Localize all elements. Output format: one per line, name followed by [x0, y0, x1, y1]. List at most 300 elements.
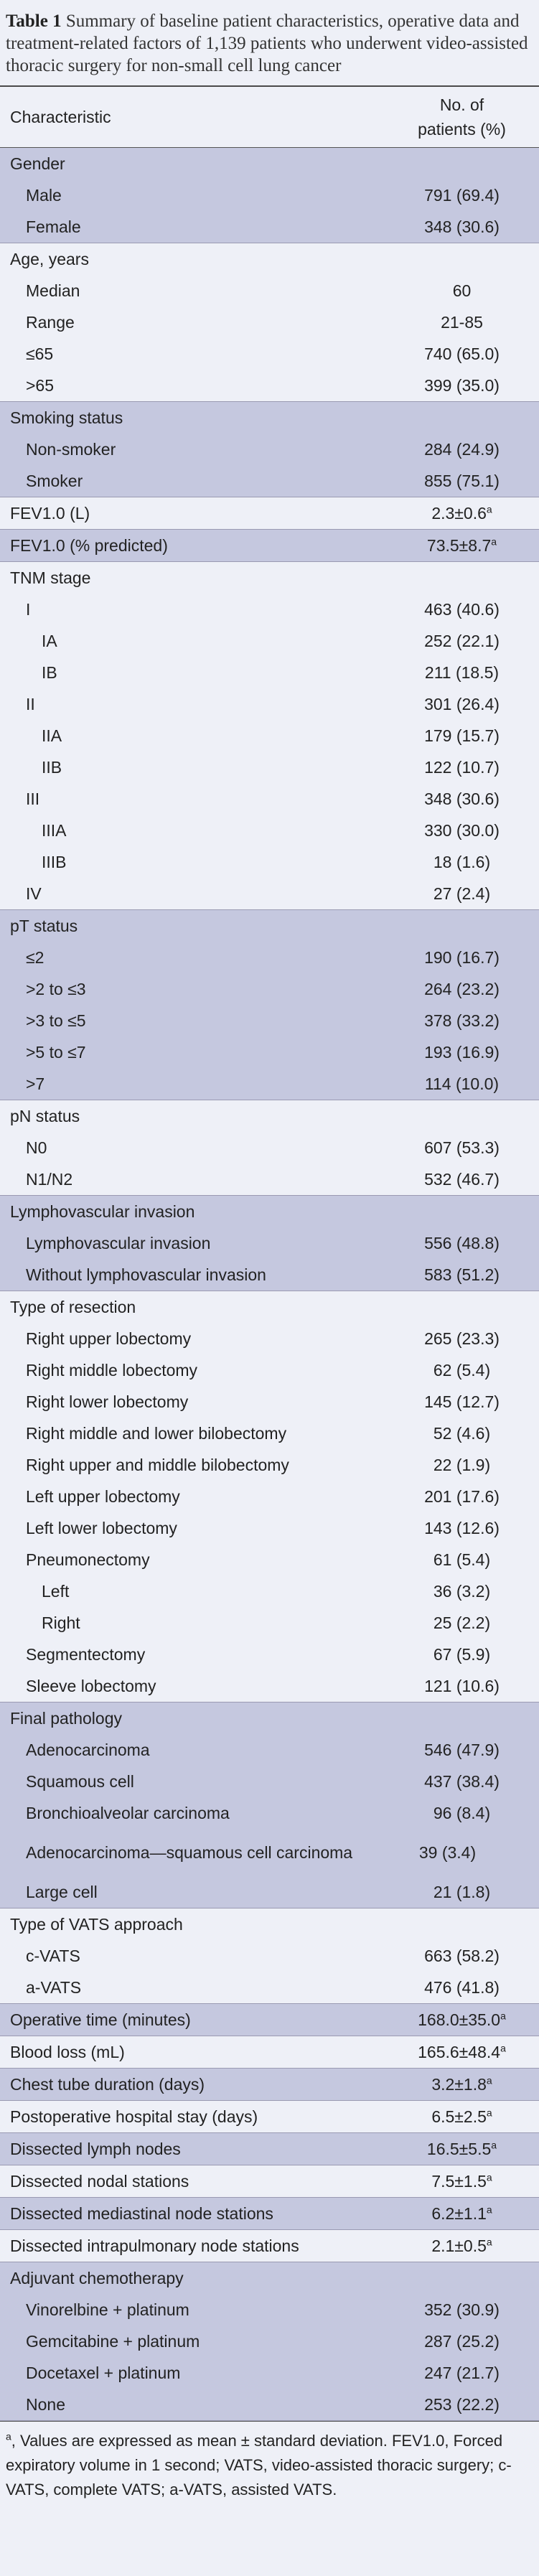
row-label: Female: [26, 217, 81, 236]
table-row: [0, 1036, 539, 1068]
table-group: [0, 402, 539, 497]
row-label: II: [26, 695, 35, 713]
row-label: >5 to ≤7: [26, 1043, 86, 1062]
table-row: [0, 2165, 539, 2197]
row-label: IIB: [42, 758, 62, 777]
table-row: [0, 2326, 539, 2357]
row-label: IIA: [42, 726, 62, 745]
row-label: Bronchioalveolar carcinoma: [26, 1804, 230, 1822]
row-value: [385, 1550, 539, 1570]
row-value: [385, 600, 539, 619]
row-value: [385, 281, 539, 301]
table-row: [0, 594, 539, 625]
table-row: [0, 530, 539, 561]
table-row: [0, 1100, 539, 1132]
table-row: [0, 2389, 539, 2420]
table-row: [0, 1481, 539, 1512]
row-label: Right upper and middle bilobectomy: [26, 1456, 289, 1474]
table-row: [0, 2230, 539, 2262]
table-row: [0, 1639, 539, 1670]
row-label: Age, years: [10, 250, 89, 268]
row-value-text: 7.5±1.5: [431, 2171, 487, 2191]
row-label: ≤2: [26, 948, 44, 967]
row-value-superscript: a: [486, 502, 492, 515]
row-value-text: 6.2±1.1: [431, 2203, 487, 2223]
row-value: [385, 1043, 539, 1062]
row-label: Type of VATS approach: [10, 1915, 183, 1934]
row-label: a-VATS: [26, 1978, 82, 1997]
row-label: Squamous cell: [26, 1772, 134, 1791]
table-row: [0, 1323, 539, 1354]
row-value: [385, 632, 539, 651]
row-label: IB: [42, 663, 57, 682]
column-header-characteristic: Characteristic: [10, 107, 111, 126]
row-label: III: [26, 790, 40, 808]
row-value-text: 463 (40.6): [424, 599, 500, 619]
row-value: [385, 1519, 539, 1538]
row-label: Vinorelbine + platinum: [26, 2300, 189, 2319]
row-value-text: 62 (5.4): [433, 1360, 491, 1380]
row-value-text: 21 (1.8): [433, 1882, 491, 1901]
table-row: [0, 1386, 539, 1418]
footnote-marker: a: [6, 2430, 11, 2442]
table-row: [0, 625, 539, 657]
row-value: [385, 1677, 539, 1696]
table-row: [0, 878, 539, 909]
row-label: IIIB: [42, 853, 67, 871]
table-row: [0, 1227, 539, 1259]
table-header: [0, 87, 539, 147]
row-value-text: 121 (10.6): [424, 1676, 500, 1695]
row-label: Without lymphovascular invasion: [26, 1265, 266, 1284]
row-value-text: 348 (30.6): [424, 789, 500, 808]
row-value-text: 6.5±2.5: [431, 2107, 487, 2126]
table-row: [0, 338, 539, 370]
row-value: [385, 313, 539, 332]
table-group: [0, 497, 539, 530]
table-group: [0, 1702, 539, 1908]
row-label: FEV1.0 (L): [10, 504, 90, 523]
row-label: Type of resection: [10, 1298, 136, 1316]
row-value: [385, 853, 539, 872]
row-label: pT status: [10, 917, 78, 935]
row-value: [385, 2204, 539, 2224]
row-value-text: 193 (16.9): [424, 1042, 500, 1062]
row-value: [385, 1265, 539, 1285]
row-value: [385, 884, 539, 904]
table-row: [0, 910, 539, 942]
table-row: [0, 562, 539, 594]
table-row: [0, 2069, 539, 2100]
table-caption: [0, 0, 539, 85]
row-value: [385, 2140, 539, 2159]
table-row: [0, 1829, 539, 1876]
table-row: [0, 370, 539, 401]
table-row: [0, 306, 539, 338]
row-label: Male: [26, 186, 62, 205]
table-row: [0, 1005, 539, 1036]
table-row: [0, 275, 539, 306]
row-value-text: 378 (33.2): [424, 1011, 500, 1030]
table-row: [0, 2357, 539, 2389]
row-value-text: 546 (47.9): [424, 1740, 500, 1759]
table-group: [0, 2036, 539, 2069]
row-value-text: 22 (1.9): [433, 1455, 491, 1474]
row-value: [385, 2237, 539, 2256]
row-label: N0: [26, 1138, 47, 1157]
table-body: [0, 148, 539, 2421]
table-row: [0, 1607, 539, 1639]
row-value-superscript: a: [491, 2138, 497, 2150]
row-label: Lymphovascular invasion: [10, 1202, 195, 1221]
table-group: [0, 2101, 539, 2133]
table-row: [0, 1512, 539, 1544]
row-value-text: 39 (3.4): [418, 1842, 477, 1862]
table-row: [0, 2133, 539, 2165]
row-label: >65: [26, 376, 55, 395]
table-row: [0, 2198, 539, 2229]
row-value: [385, 758, 539, 777]
row-value-text: 583 (51.2): [424, 1265, 500, 1284]
table-row: [0, 1291, 539, 1323]
table-row: [0, 815, 539, 846]
row-value-text: 145 (12.7): [424, 1392, 500, 1411]
row-value-superscript: a: [500, 2009, 506, 2021]
row-value-superscript: a: [486, 2170, 492, 2183]
row-value-text: 73.5±8.7: [426, 535, 492, 555]
row-value: [385, 2075, 539, 2094]
row-value-text: 168.0±35.0: [418, 2010, 501, 2029]
row-label: Right lower lobectomy: [26, 1392, 189, 1411]
row-value: [385, 726, 539, 746]
row-value: [385, 2107, 539, 2127]
row-label: >2 to ≤3: [26, 980, 86, 998]
row-value-text: 740 (65.0): [424, 344, 500, 363]
table-row: [0, 1575, 539, 1607]
row-value: [385, 663, 539, 683]
row-value-text: 52 (4.6): [433, 1423, 491, 1443]
row-value: [385, 217, 539, 237]
table-row: [0, 1068, 539, 1100]
row-value: [385, 1487, 539, 1507]
row-value-superscript: a: [500, 2041, 506, 2053]
table-row: [0, 1196, 539, 1227]
row-value-text: 663 (58.2): [424, 1946, 500, 1965]
table-row: [0, 1734, 539, 1766]
row-value: [385, 1804, 539, 1823]
row-value: [385, 1582, 539, 1601]
row-value-text: 264 (23.2): [424, 979, 500, 998]
row-label: Segmentectomy: [26, 1645, 146, 1664]
row-value: [385, 948, 539, 968]
table-group: [0, 910, 539, 1100]
row-value-text: 96 (8.4): [433, 1803, 491, 1822]
row-label: Large cell: [26, 1883, 98, 1901]
row-value-text: 165.6±48.4: [418, 2042, 501, 2061]
row-label: Adjuvant chemotherapy: [10, 2269, 184, 2287]
row-label: IIIA: [42, 821, 67, 840]
table-row: [0, 1908, 539, 1940]
row-value-superscript: a: [491, 535, 497, 547]
row-label: Adenocarcinoma—squamous cell carcinoma: [26, 1843, 353, 1862]
row-value-superscript: a: [486, 2235, 492, 2247]
table-group: [0, 562, 539, 910]
row-label: N1/N2: [26, 1170, 73, 1189]
row-value: [385, 2332, 539, 2351]
row-value-text: 399 (35.0): [424, 375, 500, 395]
row-value: [385, 2395, 539, 2415]
row-value-text: 143 (12.6): [424, 1518, 500, 1537]
row-value: [385, 376, 539, 395]
table-row: [0, 243, 539, 275]
row-value-text: 25 (2.2): [433, 1613, 491, 1632]
table-row: [0, 1354, 539, 1386]
row-value-text: 201 (17.6): [424, 1486, 500, 1506]
footnote-text: , Values are expressed as mean ± standard deviation. FEV1.0, Forced expiratory volume in 1 second; VATS, video-assisted thoracic surgery; c-VATS, complete VATS; a-VATS, assisted VATS.: [6, 2432, 512, 2498]
row-label: Lymphovascular invasion: [26, 1234, 211, 1252]
table-row: [0, 1163, 539, 1195]
row-value-text: 287 (25.2): [424, 2331, 500, 2351]
row-value-text: 2.1±0.5: [431, 2236, 487, 2255]
table-row: [0, 720, 539, 751]
row-label: Right middle lobectomy: [26, 1361, 198, 1380]
table-caption-text: Summary of baseline patient characteristics, operative data and treatment-related factors of 1,139 patients who underwent video-assisted thoracic surgery for non-small cell lung cancer: [6, 11, 528, 75]
row-value: [385, 1613, 539, 1633]
table-row: [0, 688, 539, 720]
row-value: [370, 1843, 525, 1863]
row-label: I: [26, 600, 31, 619]
row-value-text: 247 (21.7): [424, 2363, 500, 2382]
row-label: IV: [26, 884, 42, 903]
column-header-patients-line1: No. of: [439, 95, 484, 114]
row-label: Non-smoker: [26, 440, 116, 459]
table-row: [0, 1766, 539, 1797]
row-value: [385, 2010, 539, 2030]
table-group: [0, 2004, 539, 2036]
table-group: [0, 1291, 539, 1702]
row-value: [385, 1074, 539, 1094]
row-value: [385, 821, 539, 840]
row-value-text: 556 (48.8): [424, 1233, 500, 1252]
row-value: [385, 1645, 539, 1664]
row-value-text: 607 (53.3): [424, 1138, 500, 1157]
row-label: TNM stage: [10, 568, 91, 587]
row-value-text: 21-85: [441, 312, 483, 332]
row-label: IA: [42, 632, 57, 650]
row-value-text: 330 (30.0): [424, 820, 500, 840]
table-row: [0, 179, 539, 211]
row-value-text: 61 (5.4): [433, 1550, 491, 1569]
row-label: Final pathology: [10, 1709, 122, 1728]
column-header-patients-line2: patients (%): [418, 120, 506, 139]
row-value-text: 179 (15.7): [424, 726, 500, 745]
table-row: [0, 148, 539, 179]
row-value: [385, 1329, 539, 1349]
row-value: [385, 1170, 539, 1189]
row-value: [385, 980, 539, 999]
table-row: [0, 1544, 539, 1575]
row-label: Left: [42, 1582, 70, 1601]
row-value: [385, 2364, 539, 2383]
row-value-text: 67 (5.9): [433, 1644, 491, 1664]
row-label: Postoperative hospital stay (days): [10, 2107, 258, 2126]
table-row: [0, 1259, 539, 1291]
row-label: Smoking status: [10, 408, 123, 427]
table-row: [0, 211, 539, 243]
row-label: Gemcitabine + platinum: [26, 2332, 200, 2351]
row-label: Right upper lobectomy: [26, 1329, 192, 1348]
row-label: >7: [26, 1074, 45, 1093]
row-value-text: 2.3±0.6: [431, 503, 487, 523]
row-value: [385, 1138, 539, 1158]
row-value: [385, 1392, 539, 1412]
table-group: [0, 1196, 539, 1291]
table-group: [0, 2165, 539, 2198]
row-value-text: 36 (3.2): [433, 1581, 491, 1601]
row-value: [385, 1741, 539, 1760]
row-label: Right middle and lower bilobectomy: [26, 1424, 287, 1443]
row-value-text: 348 (30.6): [424, 217, 500, 236]
row-value: [385, 186, 539, 205]
row-label: >3 to ≤5: [26, 1011, 86, 1030]
table-row: [0, 657, 539, 688]
row-label: Sleeve lobectomy: [26, 1677, 156, 1695]
table-row: [0, 751, 539, 783]
table-row: [0, 2036, 539, 2068]
row-value: [385, 504, 539, 523]
table-footnote: [0, 2422, 539, 2508]
row-value-text: 532 (46.7): [424, 1169, 500, 1189]
table-row: [0, 1670, 539, 1702]
table-group: [0, 2069, 539, 2101]
table-group: [0, 243, 539, 402]
row-value: [385, 440, 539, 459]
table-row: [0, 1702, 539, 1734]
row-value-text: 60: [452, 281, 472, 300]
table-group: [0, 2198, 539, 2230]
table-group: [0, 148, 539, 243]
row-value: [385, 1361, 539, 1380]
table-caption-label: Table 1: [6, 11, 62, 31]
row-label: FEV1.0 (% predicted): [10, 536, 168, 555]
table-row: [0, 1876, 539, 1908]
table-row: [0, 2004, 539, 2036]
row-value-text: 252 (22.1): [424, 631, 500, 650]
row-value-text: 18 (1.6): [433, 852, 491, 871]
row-value: [385, 1424, 539, 1443]
table-group: [0, 2230, 539, 2262]
row-label: Chest tube duration (days): [10, 2075, 205, 2094]
row-value-superscript: a: [486, 2074, 492, 2086]
row-value-text: 190 (16.7): [424, 947, 500, 967]
row-label: Dissected nodal stations: [10, 2172, 189, 2191]
row-value-text: 114 (10.0): [424, 1074, 500, 1093]
row-value: [385, 345, 539, 364]
row-value: [385, 472, 539, 491]
row-value-text: 284 (24.9): [424, 439, 500, 459]
table-row: [0, 497, 539, 529]
table-row: [0, 973, 539, 1005]
table-row: [0, 846, 539, 878]
row-value-text: 27 (2.4): [433, 884, 491, 903]
table-row: [0, 402, 539, 434]
table-row: [0, 434, 539, 465]
row-label: Pneumonectomy: [26, 1550, 150, 1569]
table-row: [0, 1797, 539, 1829]
table-row: [0, 1972, 539, 2003]
table-group: [0, 530, 539, 562]
row-label: Left upper lobectomy: [26, 1487, 180, 1506]
table-row: [0, 1940, 539, 1972]
row-value: [385, 1883, 539, 1902]
row-value: [385, 1772, 539, 1792]
row-value-text: 352 (30.9): [424, 2300, 500, 2319]
row-value: [385, 536, 539, 556]
row-value: [385, 1011, 539, 1031]
row-label: Blood loss (mL): [10, 2043, 125, 2061]
row-label: Dissected mediastinal node stations: [10, 2204, 273, 2223]
row-value-text: 122 (10.7): [424, 757, 500, 777]
table-row: [0, 465, 539, 497]
row-value-text: 437 (38.4): [424, 1771, 500, 1791]
row-value: [385, 1234, 539, 1253]
row-label: Dissected intrapulmonary node stations: [10, 2237, 299, 2255]
row-label: pN status: [10, 1107, 80, 1125]
row-label: Range: [26, 313, 75, 332]
row-label: Left lower lobectomy: [26, 1519, 177, 1537]
row-value-text: 211 (18.5): [424, 662, 500, 682]
row-value: [385, 790, 539, 809]
row-value-text: 855 (75.1): [424, 471, 500, 490]
row-value-text: 791 (69.4): [424, 185, 500, 205]
row-label: Dissected lymph nodes: [10, 2140, 181, 2158]
row-label: Right: [42, 1613, 80, 1632]
table-group: [0, 2133, 539, 2165]
table-row: [0, 2101, 539, 2132]
table-row: [0, 2294, 539, 2326]
table-row: [0, 1418, 539, 1449]
row-label: Operative time (minutes): [10, 2010, 191, 2029]
row-label: None: [26, 2395, 65, 2414]
row-value: [385, 2300, 539, 2320]
row-value: [385, 2043, 539, 2062]
row-value-text: 476 (41.8): [424, 1977, 500, 1997]
row-value-text: 16.5±5.5: [426, 2139, 492, 2158]
row-value: [385, 1947, 539, 1966]
row-label: Smoker: [26, 472, 83, 490]
row-value-text: 301 (26.4): [424, 694, 500, 713]
table-row: [0, 1132, 539, 1163]
row-value: [385, 1456, 539, 1475]
row-value-superscript: a: [486, 2203, 492, 2215]
row-value: [385, 1978, 539, 1997]
row-label: Docetaxel + platinum: [26, 2364, 181, 2382]
table-group: [0, 2262, 539, 2421]
row-label: Gender: [10, 154, 65, 173]
table-row: [0, 2262, 539, 2294]
row-value-text: 3.2±1.8: [431, 2074, 487, 2094]
table-row: [0, 942, 539, 973]
row-value: [385, 695, 539, 714]
table-group: [0, 1100, 539, 1196]
row-value-text: 265 (23.3): [424, 1329, 500, 1348]
row-label: c-VATS: [26, 1947, 80, 1965]
row-label: ≤65: [26, 345, 54, 363]
row-value: [385, 2172, 539, 2191]
row-value-text: 253 (22.2): [424, 2394, 500, 2414]
column-header-patients: [385, 87, 539, 147]
row-label: Adenocarcinoma: [26, 1741, 150, 1759]
